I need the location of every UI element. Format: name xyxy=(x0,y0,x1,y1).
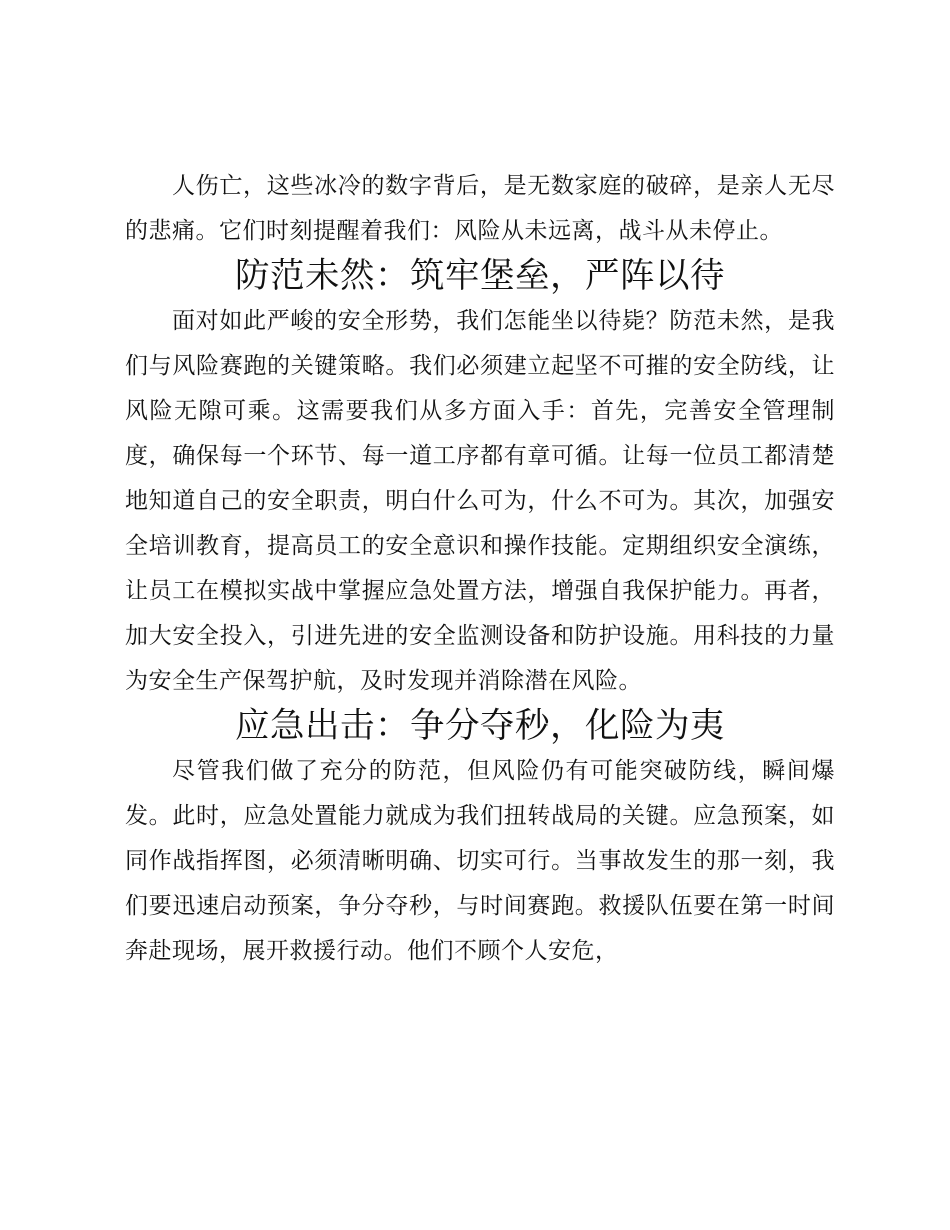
section-heading-prevention: 防范未然：筑牢堡垒，严阵以待 xyxy=(235,256,725,296)
section-heading-emergency: 应急出击：争分夺秒，化险为夷 xyxy=(235,706,725,746)
paragraph-emergency: 尽管我们做了充分的防范，但风险仍有可能突破防线，瞬间爆发。此时，应急处置能力就成为我们扭转战局的关键。应急预案，如同作战指挥图，必须清晰明确、切实可行。当事故发生的那一刻，我们要迅速启动预案，争分夺秒，与时间赛跑。救援队伍要在第一时间奔赴现场，展开救援行动。他们不顾个人安危， xyxy=(125,758,835,964)
paragraph-continued: 人伤亡，这些冰冷的数字背后，是无数家庭的破碎，是亲人无尽的悲痛。它们时刻提醒着我们：风险从未远离，战斗从未停止。 xyxy=(125,173,835,244)
paragraph-prevention: 面对如此严峻的安全形势，我们怎能坐以待毙？防范未然，是我们与风险赛跑的关键策略。我们必须建立起坚不可摧的安全防线，让风险无隙可乘。这需要我们从多方面入手：首先，完善安全管理制度，确保每一个环节、每一道工序都有章可循。让每一位员工都清楚地知道自己的安全职责，明白什么可为，什么不可为。其次，加强安全培训教育，提高员工的安全意识和操作技能。定期组织安全演练，让员工在模拟实战中掌握应急处置方法，增强自我保护能力。再者，加大安全投入，引进先进的安全监测设备和防护设施。用科技的力量为安全生产保驾护航，及时发现并消除潜在风险。 xyxy=(125,308,835,694)
document-body xyxy=(125,164,835,974)
